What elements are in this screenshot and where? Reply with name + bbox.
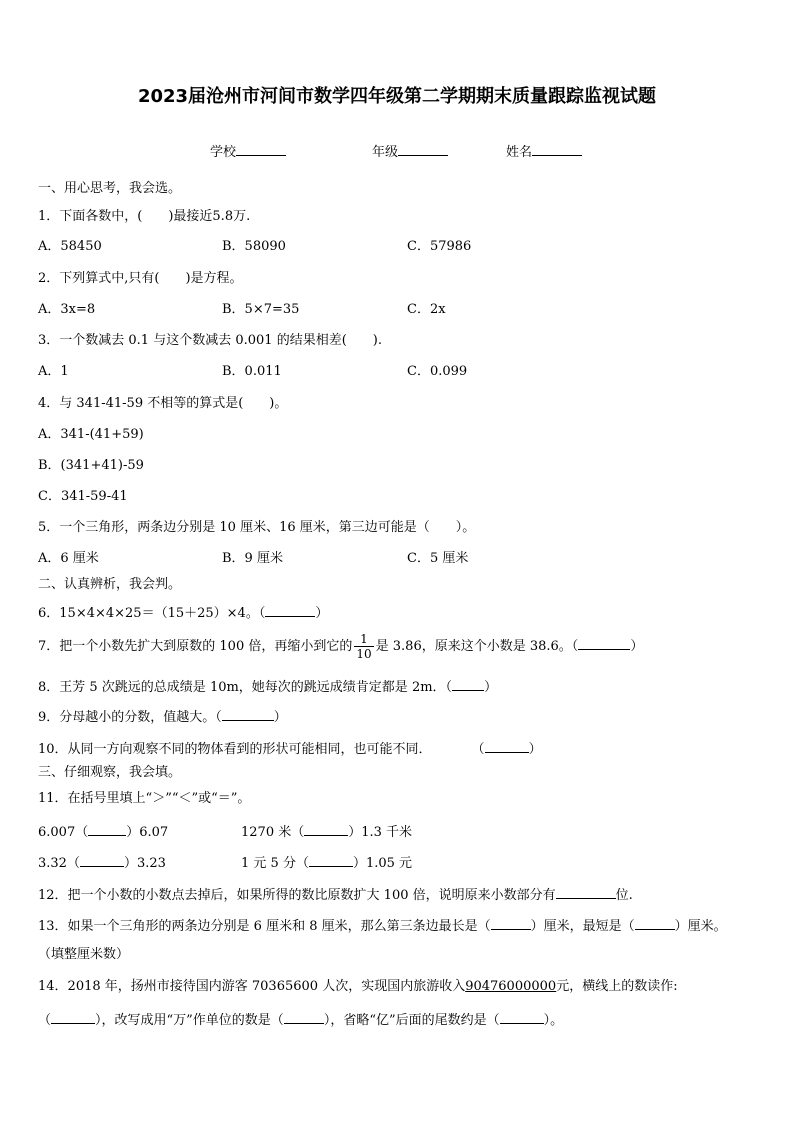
q9: 9．分母越小的分数，值越大。（ ）	[38, 706, 287, 727]
section-1-heading: 一、用心思考，我会选。	[38, 181, 182, 196]
q11-item-1-left: 6.007	[38, 825, 76, 840]
q11-item-1: 6.007（ ）6.07	[38, 821, 168, 842]
q11-item-2-left: 1270 米	[241, 825, 292, 840]
q3-option-c[interactable]: C．0.099	[407, 364, 468, 379]
q14-read-blank[interactable]	[51, 1009, 95, 1024]
school-blank[interactable]	[236, 141, 286, 156]
q14-line-2: （ ），改写成用“万”作单位的数是（ ），省略“亿”后面的尾数约是（ ）。	[38, 1009, 563, 1030]
q13-text-c: ）厘米。	[674, 919, 727, 934]
q5-option-b[interactable]: B．9 厘米	[222, 551, 283, 566]
section-3-heading: 三、仔细观察，我会填。	[38, 765, 182, 780]
school-field[interactable]	[210, 141, 286, 162]
q14-text-b: 元，横线上的数读作:	[556, 979, 678, 994]
q6: 6．15×4×4×25＝（15＋25）×4。（ ）	[38, 602, 328, 623]
q8-answer-blank[interactable]	[452, 676, 484, 691]
q2-stem: 2．下列算式中,只有( )是方程。	[38, 271, 243, 286]
q5-option-a[interactable]: A．6 厘米	[38, 551, 99, 566]
q14-underlined-number: 90476000000	[465, 979, 557, 994]
q11-item-2-blank[interactable]	[304, 821, 348, 836]
q8: 8．王芳 5 次跳远的总成绩是 10m，她每次的跳远成绩肯定都是 2m．（ ）	[38, 676, 497, 697]
q7: 7．把一个小数先扩大到原数的 100 倍，再缩小到它的 $\frac{1}{10}$ 是 3.86，原来这个小数是 38.6。（ ）	[38, 632, 644, 661]
q4-stem: 4．与 341-41-59 不相等的算式是( )。	[38, 396, 288, 411]
q14-wan-blank[interactable]	[284, 1009, 324, 1024]
q13-longest-blank[interactable]	[491, 915, 531, 930]
q4-option-c[interactable]: C．341-59-41	[38, 489, 128, 504]
q2-option-c[interactable]: C．2x	[407, 302, 446, 317]
section-2-heading: 二、认真辨析，我会判。	[38, 577, 182, 592]
q10-answer-blank[interactable]	[485, 738, 529, 753]
q11-item-3-left: 3.32	[38, 856, 67, 871]
q3-option-b[interactable]: B．0.011	[222, 364, 282, 379]
q13	[38, 915, 727, 936]
q11-stem: 11．在括号里填上“＞”“＜”或“＝”。	[38, 791, 251, 806]
q11-item-3-blank[interactable]	[80, 852, 124, 867]
q7-fraction-denominator: 10	[356, 647, 372, 661]
q4-option-b[interactable]: B．(341+41)-59	[38, 458, 144, 473]
q14-yi-blank[interactable]	[500, 1009, 544, 1024]
q14-text-e: ）。	[543, 1013, 564, 1028]
grade-label: 年级	[372, 145, 399, 160]
q11-item-4-right: 1.05 元	[365, 856, 413, 871]
name-field[interactable]	[506, 141, 582, 162]
q13-text-a: 13．如果一个三角形的两条边分别是 6 厘米和 8 厘米，那么第三条边最长是（	[38, 919, 491, 934]
school-label: 学校	[210, 145, 237, 160]
q13-note: （填整厘米数）	[38, 947, 130, 962]
q11-item-1-right: 6.07	[139, 825, 169, 840]
q11-item-3-right: 3.23	[136, 856, 166, 871]
q11-item-1-blank[interactable]	[88, 821, 126, 836]
q1-option-b[interactable]: B．58090	[222, 239, 286, 254]
q11-item-4: 1 元 5 分（ ）1.05 元	[241, 852, 412, 873]
q1-option-c[interactable]: C．57986	[407, 239, 472, 254]
q14-text-c: ），改写成用“万”作单位的数是（	[95, 1013, 284, 1028]
q7-fraction-numerator: 1	[354, 632, 373, 647]
q7-fraction	[354, 632, 373, 661]
q9-text: 9．分母越小的分数，值越大。	[38, 710, 216, 725]
q11-item-2-right: 1.3 千米	[361, 825, 413, 840]
q8-text: 8．王芳 5 次跳远的总成绩是 10m，她每次的跳远成绩肯定都是 2m．	[38, 680, 446, 695]
grade-field[interactable]	[372, 141, 448, 162]
q12-text-before: 12．把一个小数的小数点去掉后，如果所得的数比原数扩大 100 倍，说明原来小数部分有	[38, 888, 556, 903]
q7-text-after: 是 3.86，原来这个小数是 38.6。	[375, 639, 572, 654]
q9-answer-blank[interactable]	[222, 706, 274, 721]
q6-answer-blank[interactable]	[265, 602, 315, 617]
q13-text-b: ）厘米，最短是（	[530, 919, 635, 934]
q2-option-b[interactable]: B．5×7=35	[222, 302, 300, 317]
q11-item-3: 3.32（ ）3.23	[38, 852, 166, 873]
q11-item-2: 1270 米（ ）1.3 千米	[241, 821, 412, 842]
q14-text-d: ），省略“亿”后面的尾数约是（	[323, 1013, 500, 1028]
q14-text-a: 14．2018 年，扬州市接待国内游客 70365600 人次，实现国内旅游收入	[38, 979, 466, 994]
page-title: 2023届沧州市河间市数学四年级第二学期期末质量跟踪监视试题	[137, 86, 657, 107]
q1-option-a[interactable]: A．58450	[38, 239, 102, 254]
q10-text: 10．从同一方向观察不同的物体看到的形状可能相同，也可能不同．	[38, 742, 432, 757]
q7-answer-blank[interactable]	[578, 635, 630, 650]
q5-stem: 5．一个三角形，两条边分别是 10 厘米、16 厘米，第三边可能是（ ）。	[38, 520, 476, 535]
q12	[38, 884, 633, 905]
q11-item-4-left: 1 元 5 分	[241, 856, 296, 871]
q3-stem: 3．一个数减去 0.1 与这个数减去 0.001 的结果相差( ).	[38, 333, 382, 348]
q13-shortest-blank[interactable]	[635, 915, 675, 930]
q3-option-a[interactable]: A．1	[38, 364, 69, 379]
q11-item-4-blank[interactable]	[309, 852, 353, 867]
name-blank[interactable]	[532, 141, 582, 156]
q1-stem: 1．下面各数中，( )最接近5.8万.	[38, 209, 251, 224]
q10: 10．从同一方向观察不同的物体看到的形状可能相同，也可能不同． （ ）	[38, 738, 542, 759]
q5-option-c[interactable]: C．5 厘米	[407, 551, 469, 566]
q12-answer-blank[interactable]	[556, 884, 616, 899]
q4-option-a[interactable]: A．341-(41+59)	[38, 427, 144, 442]
q2-option-a[interactable]: A．3x=8	[38, 302, 96, 317]
q7-text-before: 7．把一个小数先扩大到原数的 100 倍，再缩小到它的	[38, 639, 353, 654]
grade-blank[interactable]	[398, 141, 448, 156]
name-label: 姓名	[506, 145, 533, 160]
q14-line-1	[38, 978, 678, 996]
q6-text: 6．15×4×4×25＝（15＋25）×4。	[38, 606, 259, 621]
q12-text-after: 位.	[615, 888, 633, 903]
